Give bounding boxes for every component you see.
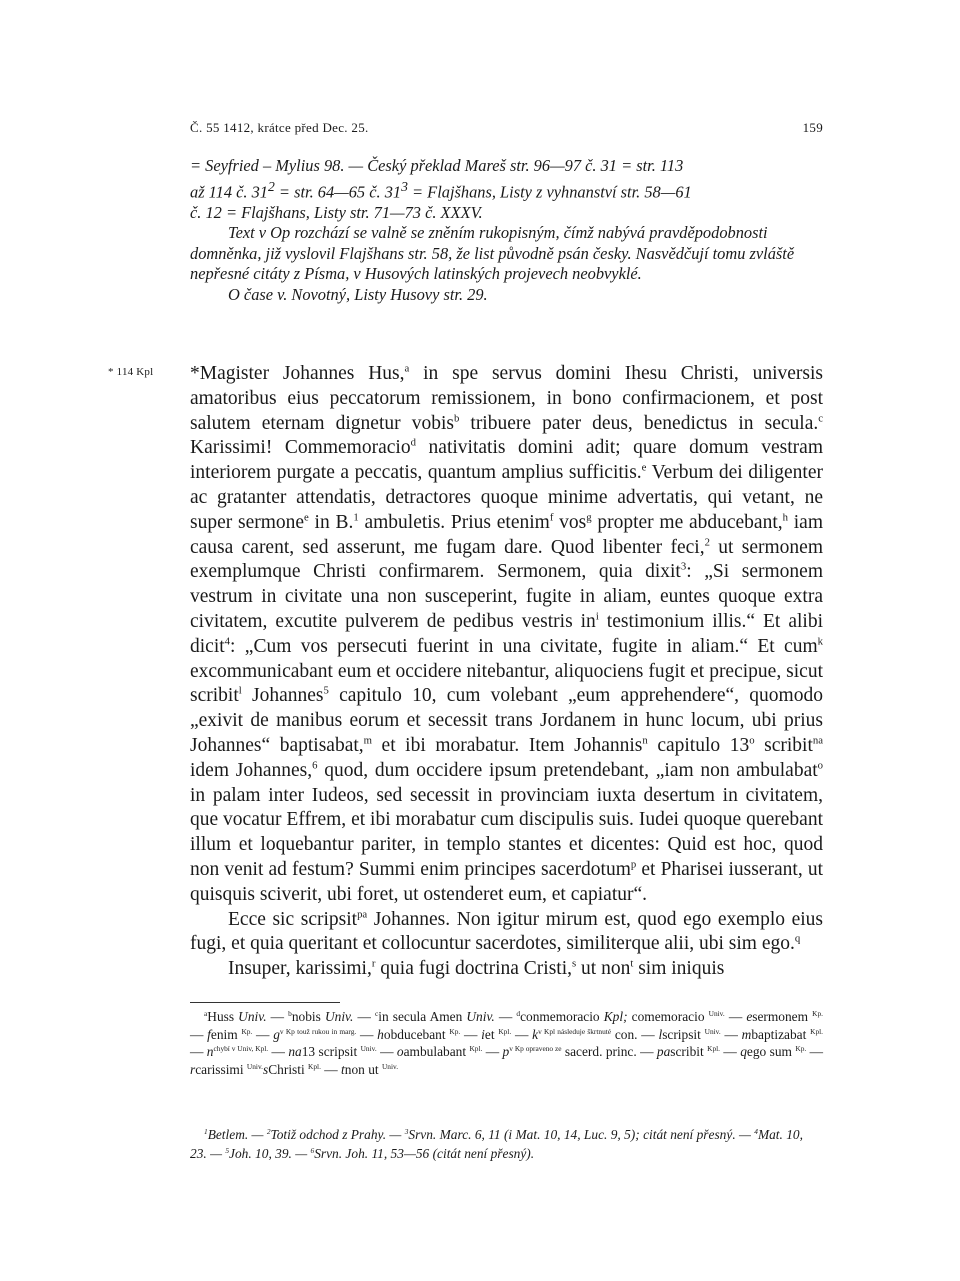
footnote-marker: Kp.: [812, 1008, 823, 1018]
source-note: Mat. 10, 23. —: [190, 1127, 803, 1161]
separator: Christi: [268, 1061, 309, 1077]
text-run: Johannes: [241, 685, 324, 707]
footnote-marker: 6: [310, 1145, 315, 1155]
footnote-marker: d: [516, 1008, 521, 1018]
separator: baptizabat: [751, 1026, 811, 1042]
separator: ego sum: [746, 1044, 796, 1060]
variant-reading: —: [482, 1044, 503, 1060]
text-run: ut non: [576, 958, 631, 980]
text-run: capitulo 10, cum volebant „eum apprehendere“, quomodo „exivit de manibus eorum et secessit trans Jordanem in hunc locum, ubi prius Johannes“ baptisabat,: [190, 685, 823, 756]
text-run: vos: [553, 511, 587, 533]
separator: scripsit: [662, 1026, 705, 1042]
variant-reading: in secula Amen: [378, 1009, 467, 1024]
footnote-marker: 6: [312, 759, 318, 772]
footnote-marker: v Kp touž rukou in marg.: [279, 1026, 357, 1036]
text-run: in B.: [308, 511, 354, 533]
footnote-marker: chybí v Univ, Kpl.: [213, 1044, 269, 1054]
footnote-marker: Univ.: [381, 1061, 399, 1071]
variant-reading: —: [252, 1026, 274, 1042]
manuscript-siglum: q: [740, 1044, 747, 1060]
manuscript-siglum: k: [532, 1026, 539, 1042]
footnote-marker: i: [595, 610, 599, 623]
footnote-marker: pa: [357, 908, 368, 921]
footnote-marker: a: [204, 1008, 208, 1018]
variant-reading: —: [268, 1044, 289, 1060]
manuscript-siglum: r: [190, 1061, 196, 1077]
text-run: : „Cum vos persecuti fuerint in una civitate, fugite in aliam.“ Et cum: [230, 635, 818, 657]
manuscript-siglum: l: [658, 1026, 663, 1042]
manuscript-siglum: m: [741, 1026, 752, 1042]
separator: comemoracio: [627, 1009, 709, 1024]
footnote-marker: n: [642, 734, 648, 747]
text-run: quia fugi doctrina Cristi,: [375, 958, 572, 980]
variant-reading: —: [720, 1026, 742, 1042]
footnote-marker: g: [586, 511, 592, 524]
manuscript-siglum: i: [481, 1026, 485, 1042]
intro-line: = Seyfried – Mylius 98. — Český překlad Mareš str. 96—97 č. 31 = str. 113: [190, 156, 684, 175]
source-footnote-text: [190, 1126, 823, 1163]
variant-reading: nobis: [291, 1009, 325, 1024]
footnote-marker: q: [794, 932, 801, 945]
variant-reading: —: [720, 1044, 741, 1060]
intro-dating-note: O čase v. Novotný, Listy Husovy str. 29.: [228, 285, 488, 305]
footnote-marker: Kp.: [241, 1026, 253, 1036]
footnote-marker: f: [549, 511, 554, 524]
margin-note: * 114 Kpl: [108, 366, 154, 378]
separator: ambulabant: [403, 1044, 470, 1060]
text-run: Ecce sic scripsit: [228, 908, 358, 930]
text-run: propter me abducebant,: [591, 511, 783, 533]
variant-reading: —: [356, 1026, 378, 1042]
source-note: Betlem. —: [207, 1127, 267, 1142]
variant-reading: Huss: [207, 1009, 239, 1024]
footnote-marker: Kp.: [449, 1026, 461, 1036]
footnote-marker: 3: [680, 560, 687, 573]
source-note: Srvn. Joh. 11, 53—56 (citát není přesný).: [314, 1145, 535, 1161]
footnote-marker: s: [572, 957, 577, 970]
text-run: in spe servus domini Ihesu Christi, universis amatoribus eius peccatorum remissionem, in bono confirmacionem, et post salutem eternam dignetur vobis: [190, 363, 823, 434]
intro-paragraph: Text v Op rozchází se valně se zněním rukopisným, čímž nabývá pravděpodobnosti domněnka, již vyslovil Flajšhans str. 58, že list původně psán česky. Nasvědčují tomu zvláště nepřesné citáty z Písma, v Husových latinských projevech neobvyklé.: [190, 223, 795, 284]
letter-paragraph: [190, 362, 823, 908]
manuscript-siglum: na: [288, 1044, 302, 1060]
footnote-marker: 2: [266, 1126, 271, 1136]
footnote-marker: 1: [204, 1126, 208, 1136]
footnote-marker: t: [630, 957, 634, 970]
text-run: iam causa carent, sed asserunt, me fugam dare. Quod libenter feci,: [190, 511, 823, 558]
page-number: 159: [802, 120, 823, 135]
manuscript-siglum: h: [377, 1026, 384, 1042]
editorial-introduction: [190, 156, 823, 306]
footnote-marker: na: [812, 734, 823, 747]
footnote-marker: Kpl.: [308, 1061, 321, 1071]
variant-reading: —: [460, 1026, 482, 1042]
manuscript-siglum: n: [206, 1044, 214, 1060]
text-run: scribit: [754, 734, 813, 756]
text-run: et ibi morabatur. Item Johannis: [371, 734, 643, 756]
footnote-marker: b: [453, 412, 460, 425]
separator: —: [494, 1009, 517, 1024]
manuscript-siglum: Kpl;: [603, 1009, 628, 1024]
source-note: Totiž odchod z Prahy. —: [270, 1127, 405, 1142]
letter-paragraph: [190, 908, 823, 958]
footnote-divider: [190, 1002, 340, 1003]
variant-footnote-text: [190, 1008, 823, 1078]
text-run: capitulo 13: [647, 734, 750, 756]
text-run: ambuletis. Prius etenim: [358, 511, 550, 533]
variant-reading: con. —: [611, 1026, 659, 1042]
variant-reading: —: [376, 1044, 397, 1060]
footnote-marker: Kpl.: [469, 1044, 483, 1054]
footnote-marker: p: [630, 858, 637, 871]
footnote-marker: Univ.: [246, 1061, 264, 1071]
footnote-marker: o: [817, 759, 824, 772]
separator: sermonem: [752, 1009, 813, 1024]
text-run: nativitatis domini adit; quare domum vestram interiorem purgate a peccatis, quantum amplius sufficitis.: [190, 437, 824, 484]
text-run: et Pharisei iusserant, ut quisquis sciverit, ubi foret, ut ostenderet eum, et capiatur“.: [190, 858, 823, 905]
text-run: excommunicabant eum et occidere nitebantur, aliquociens fugit et precipue, sicut scribit: [190, 660, 823, 707]
variant-reading: —: [190, 1026, 208, 1042]
manuscript-siglum: pa: [656, 1044, 671, 1060]
text-run: Johannes. Non igitur mirum est, quod ego exemplo eius fugi, et quia queritant et collocuntur sacerdotes, similiterque alii, ubi sim ego.: [190, 908, 823, 955]
manuscript-siglum: Univ.: [238, 1009, 267, 1024]
footnote-marker: o: [749, 734, 755, 747]
footnote-marker: Univ.: [704, 1026, 721, 1036]
footnote-marker: m: [363, 734, 372, 747]
manuscript-siglum: Univ.: [466, 1009, 495, 1024]
variant-reading: —: [320, 1061, 342, 1077]
separator: scribit: [670, 1044, 708, 1060]
footnote-marker: 1: [353, 511, 359, 524]
text-run: in palam inter Iudeos, sed secessit in provinciam iuxta desertum in civitatem, que vocatur Effrem, et ibi morabatur cum discipulis suis. Iudei quoque querebant illum et loquebantur pariter, in templo stantes et dicentes: Quid est hoc, quod non venit ad festum? Summi enim principes sacerdotum: [190, 784, 823, 880]
text-run: idem Johannes,: [190, 759, 313, 781]
footnote-marker: Kpl.: [810, 1026, 824, 1036]
separator: non ut: [344, 1061, 382, 1077]
text-run: quod, dum occidere ipsum pretendebant, „iam non ambulabat: [317, 759, 818, 781]
source-note: Srvn. Marc. 6, 11 (i Mat. 10, 14, Luc. 9, 5); citát není přesný. —: [408, 1127, 755, 1142]
separator: et: [484, 1026, 499, 1042]
footnote-marker: 3: [404, 1126, 409, 1136]
intro-line: až 114 č. $31^2$ = str. 64—65 č. $31^3$ = Flajšhans, Listy z vyhnanství str. 58—61: [190, 178, 692, 202]
footnote-marker: Univ.: [708, 1008, 725, 1018]
footnote-marker: Univ.: [360, 1044, 377, 1054]
text-run: Karissimi! Commemoracio: [190, 437, 411, 459]
variant-reading: —: [190, 1044, 207, 1060]
header-reference: Č. 55 1412, krátce před Dec. 25.: [190, 120, 369, 135]
text-run: : „Si sermonem vestrum in civitate una non susceperint, fugite in aliam, euntes quoque extra civitatem, excutite pulverem de pedibus vestris in: [190, 561, 823, 632]
footnote-marker: v Kpl následuje škrtnuté: [538, 1026, 612, 1036]
footnote-marker: c: [818, 412, 823, 425]
separator: carissimi: [195, 1061, 247, 1077]
footnote-marker: Kpl.: [498, 1026, 512, 1036]
variant-footnotes: [190, 1008, 823, 1078]
footnote-marker: Kp.: [795, 1044, 807, 1054]
separator: obducebant: [383, 1026, 450, 1042]
separator: enim: [210, 1026, 242, 1042]
manuscript-siglum: Univ.: [324, 1009, 354, 1024]
manuscript-siglum: s: [263, 1061, 269, 1077]
separator: 13 scripsit: [301, 1044, 361, 1060]
footnote-marker: 5: [225, 1145, 230, 1155]
variant-reading: —: [511, 1026, 533, 1042]
text-run: *Magister Johannes Hus,: [190, 363, 405, 384]
footnote-marker: Kpl.: [707, 1044, 721, 1054]
variant-reading: —: [806, 1044, 824, 1060]
footnote-marker: 2: [704, 536, 710, 549]
footnote-marker: a: [404, 362, 410, 375]
manuscript-siglum: p: [502, 1044, 510, 1060]
text-run: sim iniquis: [633, 958, 725, 980]
footnote-marker: e: [304, 511, 309, 524]
footnote-marker: d: [410, 436, 416, 449]
variant-reading: sacerd. princ. —: [561, 1044, 657, 1060]
footnote-marker: h: [782, 511, 788, 524]
manuscript-siglum: t: [341, 1061, 345, 1077]
footnote-marker: b: [288, 1008, 292, 1018]
manuscript-siglum: f: [207, 1026, 211, 1042]
intro-line: č. 12 = Flajšhans, Listy str. 71—73 č. XXXV.: [190, 202, 483, 222]
variant-reading: conmemoracio: [520, 1009, 604, 1024]
source-footnotes: [190, 1126, 823, 1163]
footnote-marker: r: [371, 957, 376, 970]
footnote-marker: 4: [754, 1126, 758, 1136]
letter-body: [190, 362, 823, 982]
footnote-marker: k: [817, 635, 823, 648]
manuscript-siglum: e: [746, 1009, 753, 1024]
footnote-marker: v Kp opraveno ze: [509, 1044, 562, 1054]
letter-paragraph: [190, 957, 823, 982]
separator: —: [353, 1009, 375, 1024]
footnote-marker: l: [238, 684, 242, 697]
text-run: Verbum dei diligenter ac gratanter attendatis, detractores quoque minime advertatis, qui vetant, ne super sermone: [190, 462, 823, 533]
footnote-marker: 4: [224, 635, 231, 648]
footnote-marker: 5: [323, 684, 329, 697]
text-run: tribuere pater deus, benedictus in secula.: [459, 412, 819, 434]
source-note: Joh. 10, 39. —: [229, 1145, 311, 1161]
text-run: ut sermonem exemplumque Christi confirmarem. Sermonem, quia dixit: [190, 536, 823, 583]
text-run: Insuper, karissimi,: [228, 958, 372, 980]
footnote-marker: c: [374, 1008, 379, 1018]
separator: —: [266, 1009, 289, 1024]
footnote-marker: e: [641, 461, 647, 474]
manuscript-siglum: o: [396, 1044, 404, 1060]
manuscript-siglum: g: [273, 1026, 280, 1042]
text-run: testimonium illis.“ Et alibi dicit: [190, 610, 823, 657]
variant-reading: —: [724, 1009, 747, 1024]
